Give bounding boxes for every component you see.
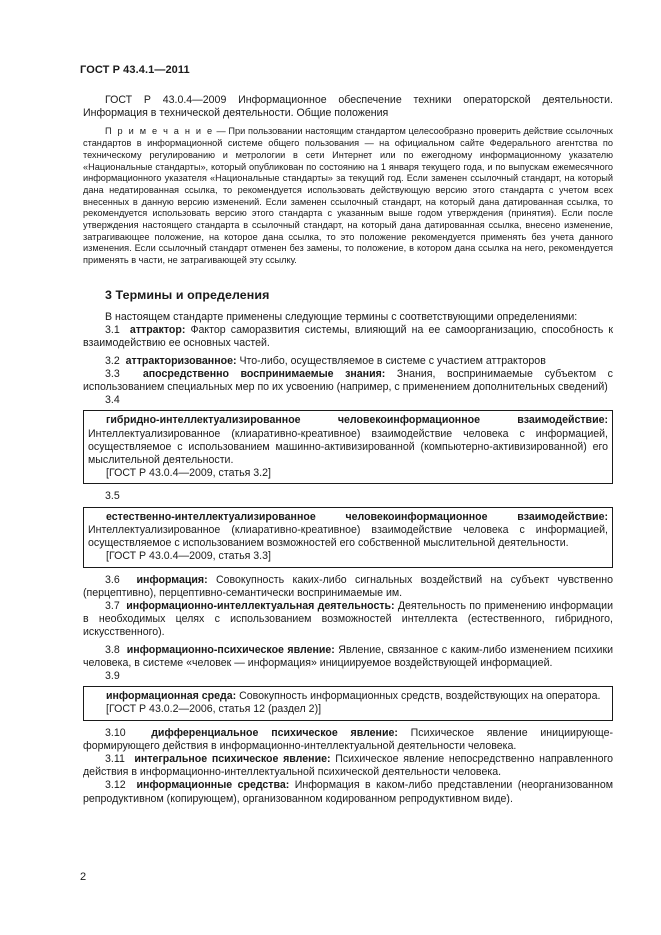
term-definition: Совокупность информационных средств, воздействующих на оператора. <box>236 690 601 703</box>
term-name: аттрактор: <box>129 324 186 337</box>
term-name: естественно-интеллектуализированное человекоинформационное взаимодействие: <box>106 510 608 523</box>
page-number: 2 <box>80 871 87 883</box>
term-number: 3.7 <box>105 599 120 612</box>
term-name: информационно-психическое явление: <box>126 643 335 656</box>
note-paragraph <box>83 126 613 266</box>
term-name: дифференциальное психическое явление: <box>151 726 398 739</box>
term-number: 3.6 <box>105 573 120 586</box>
term-box-3-4 <box>83 410 613 484</box>
term-name: аттракторизованное: <box>125 354 237 367</box>
term-definition: Психическое явление непосредственно направленного действия в информационно-интеллектуальной психической деятельности человека. <box>83 752 613 779</box>
term-name: гибридно-интеллектуализированное человекоинформационное взаимодействие: <box>106 414 608 427</box>
term-number: 3.8 <box>105 643 120 656</box>
term-name: информационно-интеллектуальная деятельность: <box>126 599 395 612</box>
term-entry-3-7 <box>83 600 613 640</box>
term-entry-3-6 <box>83 574 613 600</box>
term-definition: Что-либо, осуществляемое в системе с участием аттракторов <box>236 354 546 367</box>
term-entry-3-9 <box>88 690 608 703</box>
note-label: П р и м е ч а н и е <box>105 126 214 137</box>
term-number: 3.12 <box>105 779 126 792</box>
term-entry-3-8 <box>83 644 613 670</box>
term-box-3-5 <box>83 507 613 568</box>
term-name: информационная среда: <box>106 690 237 703</box>
term-name: информационные средства: <box>136 779 290 792</box>
page-content <box>83 94 613 806</box>
term-number-3-4: 3.4 <box>105 394 120 407</box>
document-code-header: ГОСТ Р 43.4.1—2011 <box>80 64 190 76</box>
term-entry-3-12 <box>83 779 613 805</box>
term-entry-3-3 <box>83 368 613 394</box>
term-entry-3-11 <box>83 753 613 779</box>
term-definition: Знания, воспринимаемые субъектом с использованием специальных мер по их усвоению (например, с применением дополнительных сведений) <box>83 367 613 394</box>
term-definition: Информация в каком-либо представлении (неорганизованном репродуктивном (копирующем), организованном кодированном репродуктивном виде). <box>83 779 613 805</box>
term-entry-3-1 <box>83 324 613 350</box>
term-name: апосредственно воспринимаемые знания: <box>142 367 386 380</box>
term-definition: Деятельность по применению информации в необходимых целях с использованием возможностей интеллекта (естественного, гибридного, искусственного). <box>83 599 613 639</box>
section-heading: 3 Термины и определения <box>105 287 270 302</box>
term-source: [ГОСТ Р 43.0.2—2006, статья 12 (раздел 2)] <box>106 703 322 716</box>
term-name: интегральное психическое явление: <box>134 752 331 765</box>
term-definition: Психическое явление инициирующе-формирующего действия в информационно-интеллектуальной деятельности человека. <box>83 726 614 752</box>
term-entry-3-10 <box>83 727 613 753</box>
referenced-standard-paragraph: ГОСТ Р 43.0.4—2009 Информационное обеспечение техники операторской деятельности. Информация в технической деятельности. Общие положения <box>83 94 613 120</box>
term-definition: Явление, связанное с каким-либо изменением психики человека, в системе «человек — информация» инициируемое воздействующей информацией. <box>83 643 614 669</box>
term-name: информация: <box>136 573 208 586</box>
term-definition: Интеллектуализированное (клиаративно-креативное) взаимодействие человека с информацией, осуществляемое с использованием машинно-активизированной (компьютерно-активизированной) его мыслительной деятельности. <box>88 427 608 467</box>
term-source: [ГОСТ Р 43.0.4—2009, статья 3.3] <box>106 550 271 563</box>
term-box-3-9 <box>83 686 613 720</box>
term-definition: Интеллектуализированное (клиаративно-креативное) взаимодействие человека с информацией, осуществляемое с использованием возможностей его собственной мыслительной деятельности. <box>88 523 608 550</box>
note-text: — При пользовании настоящим стандартом целесообразно проверить действие ссылочных стандартов в информационной системе общего пользования — на официальном сайте Федерального агентства по техническому регулированию и метрологии в сети Интернет или по ежегодному информационному указателю «Национальные стандарты», который опубликован по состоянию на 1 января текущего года, и по выпускам ежемесячного информационного указателя «Национальные стандарты» за текущий год. Если заменен ссылочный стандарт, на который дана недатированная ссылка, то рекомендуется использовать действующую версию этого стандарта с учетом всех внесенных в данную версию изменений. Если заменен ссылочный стандарт, на который дана датированная ссылка, то рекомендуется использовать версию этого стандарта с указанным выше годом утверждения (принятия). Если после утверждения настоящего стандарта в ссылочный стандарт, на который дана датированная ссылка, внесено изменение, затрагивающее положение, на которое дана ссылка, то это положение рекомендуется применять без учета данного изменения. Если ссылочный стандарт отменен без замены, то положение, в котором дана ссылка на него, рекомендуется применять в части, не затрагивающей эту ссылку. <box>83 126 614 266</box>
term-source: [ГОСТ Р 43.0.4—2009, статья 3.2] <box>106 467 271 480</box>
term-number-3-9: 3.9 <box>105 669 120 682</box>
term-number: 3.1 <box>105 324 120 337</box>
term-number: 3.11 <box>105 752 125 765</box>
term-entry-3-4 <box>88 414 608 467</box>
term-entry-3-2 <box>83 355 613 368</box>
section-intro: В настоящем стандарте применены следующие термины с соответствующими определениями: <box>105 311 578 324</box>
term-number: 3.10 <box>105 726 126 739</box>
term-definition: Совокупность каких-либо сигнальных воздействий на субъект чувственно (перцептивно), перцептивно-семантически воспринимаемые им. <box>83 573 613 599</box>
term-number: 3.3 <box>105 367 120 380</box>
term-number-3-5: 3.5 <box>105 490 120 503</box>
term-entry-3-5 <box>88 511 608 551</box>
term-definition: Фактор саморазвития системы, влияющий на ее самоорганизацию, способность к взаимодействию ее основных частей. <box>83 324 613 350</box>
term-number: 3.2 <box>105 354 120 367</box>
